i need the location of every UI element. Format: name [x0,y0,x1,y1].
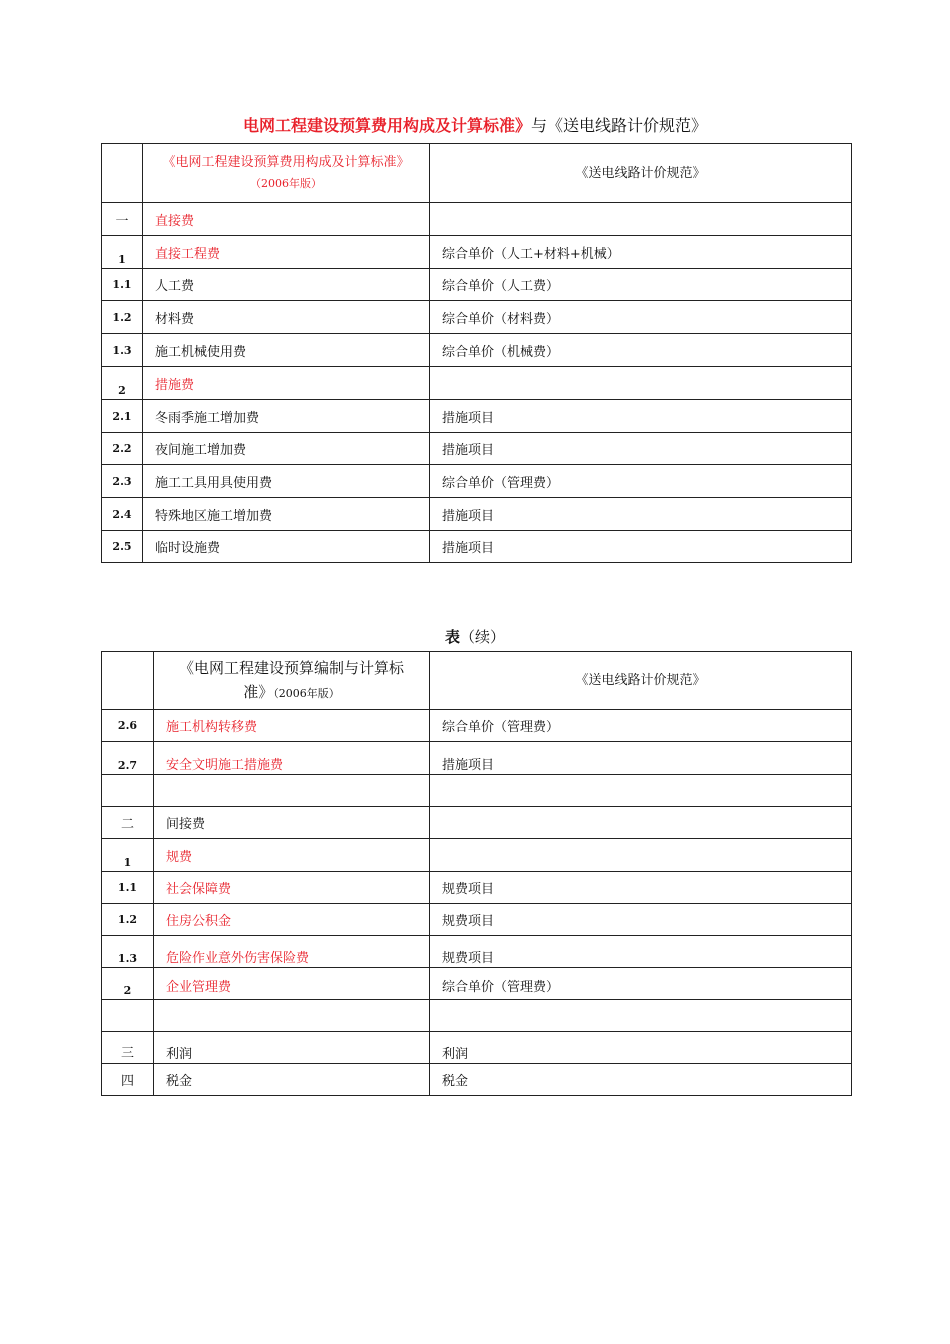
row-item: 夜间施工增加费 [143,433,430,465]
row-spec [430,203,852,236]
row-item: 规费 [154,839,430,872]
table-row [102,872,852,904]
row-number [102,1000,154,1032]
table-row [102,531,852,563]
row-item: 临时设施费 [143,531,430,563]
row-number: 三 [102,1032,154,1064]
row-spec: 税金 [430,1064,852,1096]
table-row [102,203,852,236]
continued-title-rest: （续） [460,628,506,646]
row-number: 1.3 [102,936,154,968]
row-spec: 综合单价（管理费） [430,465,852,498]
row-spec: 规费项目 [430,936,852,968]
table-row [102,400,852,433]
row-spec: 措施项目 [430,531,852,563]
row-number: 2.3 [102,465,143,498]
header-standard-cell [143,144,430,203]
table-row [102,807,852,839]
row-item: 施工机构转移费 [154,710,430,742]
continued-table-title [0,626,950,647]
row-number: 1.2 [102,904,154,936]
header-standard-line1: 《电网工程建设预算编制与计算标 [178,658,404,677]
row-number: 1 [102,839,154,872]
header-standard-line2: 准》（2006年版） [243,682,340,701]
row-number: 1.2 [102,301,143,334]
row-item: 施工机械使用费 [143,334,430,367]
row-number: 1.3 [102,334,143,367]
row-item: 直接工程费 [143,236,430,269]
row-spec [430,1000,852,1032]
row-number: 2.5 [102,531,143,563]
row-number: 1.1 [102,269,143,301]
row-spec [430,775,852,807]
row-number: 2 [102,367,143,400]
row-spec [430,807,852,839]
table-row [102,1064,852,1096]
row-item: 施工工具用具使用费 [143,465,430,498]
table-row [102,710,852,742]
row-item: 企业管理费 [154,968,430,1000]
row-spec: 综合单价（人工费） [430,269,852,301]
row-item [154,1000,430,1032]
header-spec-cell: 《送电线路计价规范》 [430,144,852,203]
header-spec-cell: 《送电线路计价规范》 [430,652,852,710]
table-row [102,936,852,968]
table-row-empty [102,775,852,807]
comparison-table-1 [101,143,852,563]
table-row [102,839,852,872]
row-number: 2.2 [102,433,143,465]
row-item: 间接费 [154,807,430,839]
row-item: 安全文明施工措施费 [154,742,430,775]
table-row [102,236,852,269]
document-title [0,113,950,136]
row-item [154,775,430,807]
comparison-table-2 [101,651,852,1096]
row-item: 冬雨季施工增加费 [143,400,430,433]
row-spec: 措施项目 [430,400,852,433]
row-item: 直接费 [143,203,430,236]
table-row-empty [102,1000,852,1032]
row-item: 住房公积金 [154,904,430,936]
row-number: 1 [102,236,143,269]
row-spec: 规费项目 [430,872,852,904]
row-number: 四 [102,1064,154,1096]
row-number: 2.7 [102,742,154,775]
row-item: 措施费 [143,367,430,400]
row-item: 税金 [154,1064,430,1096]
row-spec: 综合单价（管理费） [430,710,852,742]
row-spec [430,839,852,872]
row-number: 1.1 [102,872,154,904]
table-row [102,433,852,465]
table-row [102,301,852,334]
table-row [102,367,852,400]
row-number: 二 [102,807,154,839]
row-spec: 利润 [430,1032,852,1064]
title-black-part: 与《送电线路计价规范》 [531,116,708,135]
header-number-cell [102,144,143,203]
table-header-row [102,144,852,203]
row-spec: 综合单价（人工+材料+机械） [430,236,852,269]
row-spec: 措施项目 [430,433,852,465]
table-row [102,1032,852,1064]
row-spec: 规费项目 [430,904,852,936]
table-row [102,269,852,301]
row-number [102,775,154,807]
row-spec: 综合单价（材料费） [430,301,852,334]
continued-title-bold: 表 [444,628,460,646]
table-row [102,498,852,531]
row-number: 2.6 [102,710,154,742]
header-standard-line2: （2006年版） [250,177,322,190]
table-row [102,742,852,775]
row-spec [430,367,852,400]
row-number: 2 [102,968,154,1000]
row-item: 利润 [154,1032,430,1064]
row-spec: 综合单价（管理费） [430,968,852,1000]
row-number: 2.1 [102,400,143,433]
row-number: 一 [102,203,143,236]
header-standard-cell [154,652,430,710]
table-row [102,968,852,1000]
row-item: 人工费 [143,269,430,301]
row-spec: 措施项目 [430,498,852,531]
row-item: 特殊地区施工增加费 [143,498,430,531]
header-number-cell [102,652,154,710]
table-row [102,904,852,936]
row-number: 2.4 [102,498,143,531]
table-row [102,465,852,498]
table-header-row [102,652,852,710]
row-item: 危险作业意外伤害保险费 [154,936,430,968]
row-spec: 措施项目 [430,742,852,775]
table-row [102,334,852,367]
header-standard-line1: 《电网工程建设预算费用构成及计算标准》 [162,155,410,170]
title-red-part: 电网工程建设预算费用构成及计算标准》 [242,116,531,135]
row-item: 社会保障费 [154,872,430,904]
row-spec: 综合单价（机械费） [430,334,852,367]
row-item: 材料费 [143,301,430,334]
